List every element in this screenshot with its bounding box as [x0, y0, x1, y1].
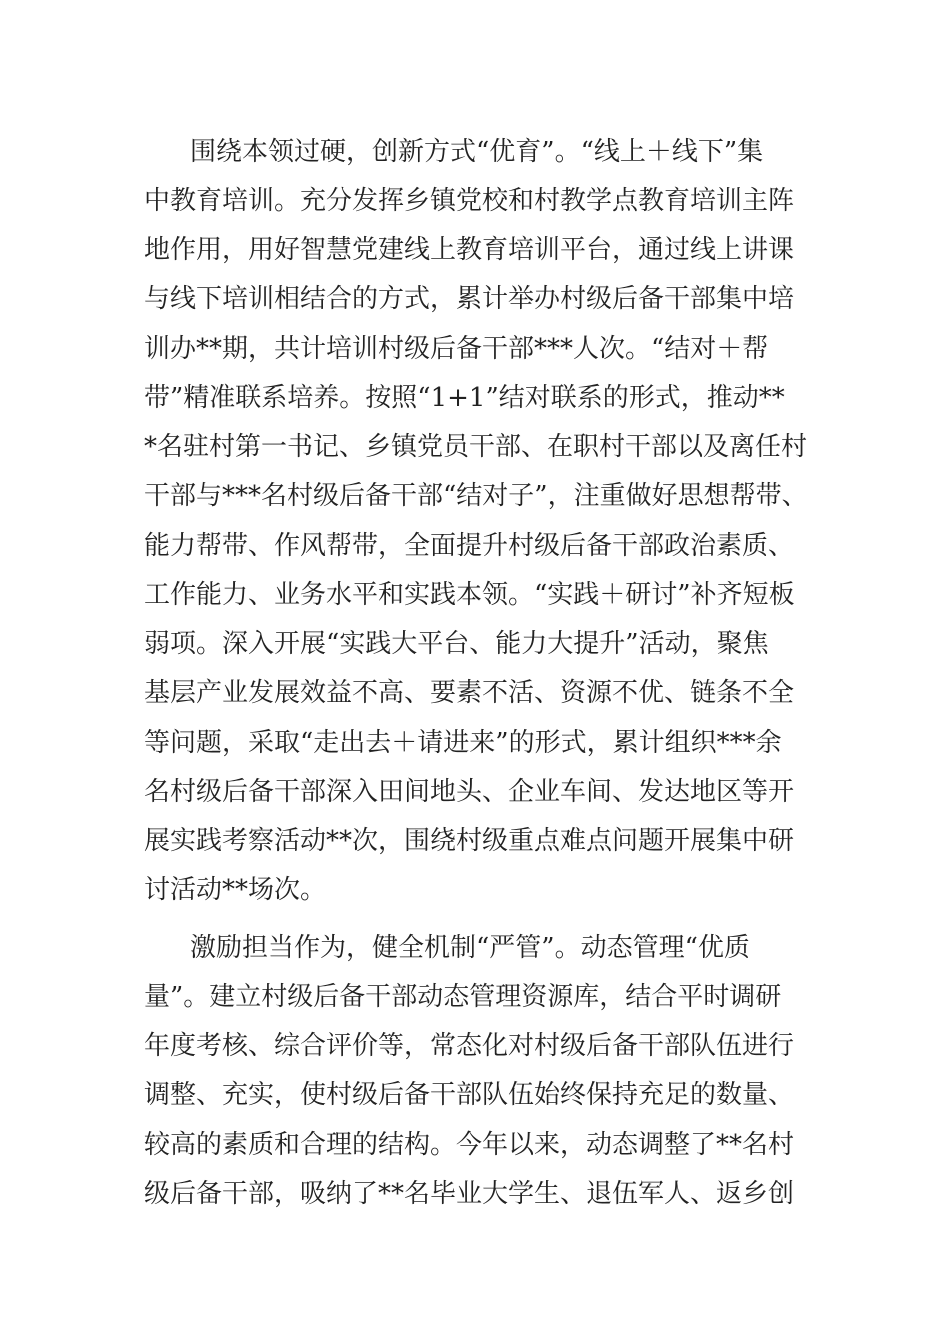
paragraph-2-line-1: 激励担当作为，健全机制“严管”。动态管理“优质 [190, 933, 750, 963]
paragraph-1-line-1: 围绕本领过硬，创新方式“优育”。“线上＋线下”集 [190, 137, 764, 167]
paragraph-1-line-5: 训办**期，共计培训村级后备干部***人次。“结对＋帮 [144, 334, 769, 364]
paragraph-2-line-5: 较高的素质和合理的结构。今年以来，动态调整了**名村 [144, 1130, 795, 1160]
paragraph-2-line-3: 年度考核、综合评价等，常态化对村级后备干部队伍进行 [144, 1031, 795, 1061]
paragraph-1-line-2: 中教育培训。充分发挥乡镇党校和村教学点教育培训主阵 [144, 186, 795, 216]
paragraph-1-line-6: 带”精准联系培养。按照“1+1”结对联系的形式，推动** [144, 383, 785, 413]
paragraph-1-line-8: 干部与***名村级后备干部“结对子”，注重做好思想帮带、 [144, 481, 808, 511]
paragraph-1-line-4: 与线下培训相结合的方式，累计举办村级后备干部集中培 [144, 284, 795, 314]
paragraph-1-line-13: 等问题，采取“走出去＋请进来”的形式，累计组织***余 [144, 728, 782, 758]
paragraph-1-line-14: 名村级后备干部深入田间地头、企业车间、发达地区等开 [144, 777, 795, 807]
paragraph-1-line-3: 地作用，用好智慧党建线上教育培训平台，通过线上讲课 [144, 235, 795, 265]
paragraph-1-line-12: 基层产业发展效益不高、要素不活、资源不优、链条不全 [144, 678, 795, 708]
paragraph-1-line-16: 讨活动**场次。 [144, 875, 327, 905]
paragraph-2-line-6: 级后备干部，吸纳了**名毕业大学生、退伍军人、返乡创 [144, 1179, 795, 1209]
paragraph-2-line-4: 调整、充实，使村级后备干部队伍始终保持充足的数量、 [144, 1080, 795, 1110]
paragraph-1-line-10: 工作能力、业务水平和实践本领。“实践＋研讨”补齐短板 [144, 580, 795, 610]
paragraph-1-line-15: 展实践考察活动**次，围绕村级重点难点问题开展集中研 [144, 826, 795, 856]
paragraph-2-line-2: 量”。建立村级后备干部动态管理资源库，结合平时调研 [144, 982, 782, 1012]
paragraph-1-line-7: *名驻村第一书记、乡镇党员干部、在职村干部以及离任村 [144, 432, 808, 462]
paragraph-1-line-11: 弱项。深入开展“实践大平台、能力大提升”活动，聚焦 [144, 629, 769, 659]
paragraph-1-line-9: 能力帮带、作风帮带，全面提升村级后备干部政治素质、 [144, 531, 795, 561]
